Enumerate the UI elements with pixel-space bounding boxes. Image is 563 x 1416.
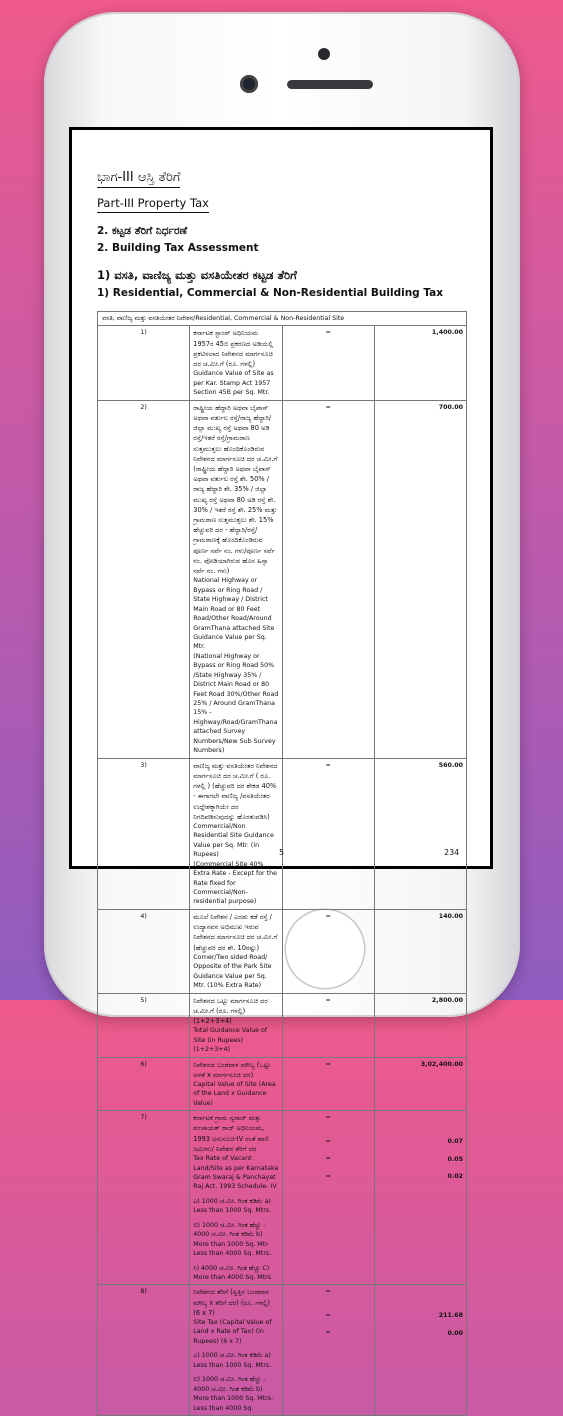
row-number: 7)	[98, 1111, 190, 1285]
row-description	[190, 758, 285, 909]
sub-item-equals: =	[325, 1137, 331, 1145]
sub-item-value: 0.02	[447, 1173, 463, 1181]
row-text-english: National Highway or Bypass or Ring Road / State Highway / District Main Road or 80 Feet Road/Other Road/Around GramThana attached Site Guidance Value per Sq. Mtr.	[193, 577, 275, 651]
sub-item-value: 0.00	[447, 1329, 463, 1337]
row-description	[190, 1285, 282, 1416]
earpiece-speaker	[287, 80, 373, 89]
row-text-english: Corner/Two sided Road/ Opposite of the Park Site Guidance Value per Sq. Mtr. (10% Extra Rate)	[193, 953, 272, 990]
part-title-kannada: ಭಾಗ-III ಆಸ್ತಿ ತೆರಿಗೆ	[97, 170, 180, 188]
row-text-kannada: ನಿವೇಶನದ ಬಂಡವಾಳ ಮೌಲ್ಯ (ಒಟ್ಟು ಅಳತೆ x ಮಾರ್ಗಸೂಚಿ ದರ)	[193, 1060, 271, 1079]
sub-item-equals: =	[325, 1172, 331, 1180]
tax-table	[97, 311, 467, 1416]
proximity-sensor	[318, 48, 330, 60]
row-number: 2)	[98, 400, 190, 758]
sub-item-value: 211.68	[438, 1312, 463, 1320]
part-title-english: Part-III Property Tax	[97, 196, 209, 213]
row-description	[190, 1057, 282, 1111]
table-header: ವಸತಿ, ವಾಣಿಜ್ಯ ಮತ್ತು ವಸತಿಯೇತರ ನಿವೇಶನ/Residential, Commercial & Non-Residential Site	[98, 312, 467, 326]
row-equals-sign: =	[325, 1288, 331, 1296]
sub-item-value: 0.07	[447, 1138, 463, 1146]
row-text-english: Tax Rate of Vacant Land/Site as per Karnataka Gram Swaraj & Panchayat Raj Act, 1993 Schedule- IV	[193, 1155, 279, 1191]
row-equals: =	[282, 993, 374, 1057]
table-header-row	[98, 312, 467, 326]
row-text-english: Commercial/Non Residential Site Guidance Value per Sq. Mtr. (in Rupees)	[193, 822, 274, 859]
table-row	[98, 326, 467, 400]
row-description	[190, 400, 282, 758]
sub-item-value: 0.05	[447, 1155, 463, 1163]
row-text-kannada: ವಾಣಿಜ್ಯ ಮತ್ತು ವಸತಿಯೇತರ ನಿವೇಶನದ ಮಾರ್ಗಸೂಚಿ ದರ ಚ.ಮೀ.ಗೆ ( ರೂ. ಗಳಲ್ಲಿ ) (ಹೆಚ್ಚುವರಿ ದರ ಶೇಕಡ 40% - ಈಗಾಗಲೇ ವಾಣಿಜ್ಯ /ವಸತಿಯೇತರ ಉದ್ದೇಶಕ್ಕಾಗಿಯೇ ದರ ನಿಗದಿಪಡಿಸುವುದನ್ನು ಹೊರತುಪಡಿಸಿ)	[193, 761, 278, 821]
row-equals	[282, 1111, 374, 1285]
row-text-kannada: ಮೂಲೆ ನಿವೇಶನ / ಎರಡು ಕಡೆ ರಸ್ತೆ / ಉದ್ಯಾನವನ ಅಭಿಮುಖ ಇರುವ ನಿವೇಶನದ ಮಾರ್ಗಸೂಚಿ ದರ ಚ.ಮೀ.ಗೆ (ಹೆಚ್ಚುವರಿ ದರ ಶೇ. 10ರಷ್ಟು)	[193, 912, 278, 952]
row-number: 6)	[98, 1057, 190, 1111]
sub-item-equals: =	[325, 1155, 331, 1163]
section-heading-kannada: 2. ಕಟ್ಟಡ ತೆರಿಗೆ ನಿರ್ಧರಣೆ	[97, 225, 188, 237]
page-number: 5	[279, 848, 285, 857]
sub-item-text: ಬಿ) 1000 ಚ.ಮೀ. ಗಿಂತ ಹೆಚ್ಚು - 4000 ಚ.ಮೀ. ಗಿಂತ ಕಡಿಮೆ b) More than 1000 Sq. Mtr-Less than 4000 Sq. Mtrs.	[193, 1221, 272, 1258]
row-text-english: Guidance Value of Site as per Kar. Stamp Act 1957 Section 45B per Sq. Mtr.	[193, 370, 274, 397]
row-text-kannada: ನಿವೇಶನದ ಒಟ್ಟು ಮಾರ್ಗಸೂಚಿ ದರ ಚ.ಮೀ.ಗೆ (ರೂ. ಗಳಲ್ಲಿ) (1+2+3+4)	[193, 996, 268, 1025]
row-value	[374, 1111, 466, 1285]
row-text-kannada: ಕರ್ನಾಟಕ ಗ್ರಾಮ ಸ್ವರಾಜ್ ಮತ್ತು ಪಂಚಾಯತ್ ರಾಜ್ ಅಧಿನಿಯಮ, 1993 ಅನುಸೂಚಿ-IV ರಂತೆ ಖಾಲಿ ಜಮೀನು/ ನಿವೇಶನ ತೆರಿಗೆ ದರ	[193, 1114, 269, 1153]
row-value: 3,02,400.00	[374, 1057, 466, 1111]
table-row	[98, 993, 467, 1057]
sub-item-text: ಎ) 1000 ಚ.ಮೀ. ಗಿಂತ ಕಡಿಮೆ a) Less than 1000 Sq. Mtrs.	[193, 1197, 272, 1215]
section-heading-english: 2. Building Tax Assessment	[97, 242, 259, 254]
row-number: 1)	[98, 326, 190, 400]
front-camera-icon	[240, 75, 258, 93]
row-equals-sign: =	[325, 1114, 331, 1122]
row-text-english-note: (National Highway or Bypass or Ring Road 50% /State Highway 35% / District Main Road or 80 Feet Road 30%/Other Road 25% / Around GramThana 15% - Highway/Road/GramThana attached Survey Numbers/New Sub Survey Numbers)	[193, 652, 279, 755]
row-text-english: Site Tax (Capital Value of Land x Rate of Tax) (in Rupees) (6 x 7)	[193, 1319, 272, 1345]
row-description	[190, 993, 282, 1057]
row-number: 8)	[98, 1285, 190, 1416]
row-number: 3)	[98, 758, 190, 909]
row-equals: =	[282, 400, 374, 758]
table-row	[98, 1285, 467, 1416]
sub-item-text: ಸಿ) 4000 ಚ.ಮೀ. ಗಿಂತ ಹೆಚ್ಚು C) More than 4000 Sq. Mtrs.	[193, 1264, 273, 1281]
table-row	[98, 1111, 467, 1285]
row-equals: =	[282, 909, 374, 993]
sub-item-equals: =	[325, 1311, 331, 1319]
row-equals: =	[282, 1057, 374, 1111]
table-row	[98, 758, 467, 909]
subsection-heading-kannada: 1) ವಸತಿ, ವಾಣಿಜ್ಯ ಮತ್ತು ವಸತಿಯೇತರ ಕಟ್ಟಡ ತೆರಿಗೆ	[97, 268, 297, 282]
row-text-english: Total Guidance Value of Site (in Rupees) (1+2+3+4)	[193, 1027, 268, 1054]
row-number: 5)	[98, 993, 190, 1057]
row-value: 2,800.00	[374, 993, 466, 1057]
row-description	[190, 909, 282, 993]
row-text-kannada: ರಾಷ್ಟ್ರೀಯ ಹೆದ್ದಾರಿ ಅಥವಾ ಬೈಪಾಸ್ ಅಥವಾ ವರ್ತುಲ ರಸ್ತೆ/ರಾಜ್ಯ ಹೆದ್ದಾರಿ/ಜಿಲ್ಲಾ ಮುಖ್ಯ ರಸ್ತೆ ಅಥವಾ 80 ಅಡಿ ರಸ್ತೆ/ಇತರೆ ರಸ್ತೆ/ಗ್ರಾಮಠಾಣ ಸುತ್ತಮುತ್ತಲು ಹೊಂದಿಕೊಂಡಿರುವ ನಿವೇಶನದ ಮಾರ್ಗಸೂಚಿ ದರ ಚ.ಮೀ.ಗೆ (ರಾಷ್ಟ್ರೀಯ ಹೆದ್ದಾರಿ ಅಥವಾ ಬೈಪಾಸ್ ಅಥವಾ ವರ್ತುಲ ರಸ್ತೆ ಶೇ. 50% / ರಾಜ್ಯ ಹೆದ್ದಾರಿ ಶೇ. 35% / ಜಿಲ್ಲಾ ಮುಖ್ಯ ರಸ್ತೆ ಅಥವಾ 80 ಅಡಿ ರಸ್ತೆ ಶೇ. 30% / ಇತರೆ ರಸ್ತೆ ಶೇ. 25% ಮತ್ತು ಗ್ರಾಮಠಾಣ ಸುತ್ತಮುತ್ತಲು ಶೇ. 15% ಹೆಚ್ಚುವರಿ ದರ - ಹೆದ್ದಾರಿ/ರಸ್ತೆ/ಗ್ರಾಮಠಾಣಕ್ಕೆ ಹೊಂದಿಕೊಂಡಿರುವ ಪೂರ್ಣ ಸರ್ವೆ ನಂ. ಗಳು/ಪೂರ್ಣ ಸರ್ವೆ ನಂ. ಪೋಡಿಯಾಗಿರುವ ಹೊಸ ಹಿಸ್ಸಾ ಸರ್ವೆ ನಂ. ಗಳು)	[193, 403, 278, 576]
row-value	[374, 1285, 466, 1416]
table-row	[98, 400, 467, 758]
table-row	[98, 1057, 467, 1111]
document-page[interactable]	[72, 130, 490, 1412]
row-value: 1,400.00	[374, 326, 466, 400]
row-value: 700.00	[374, 400, 466, 758]
row-value: 560.00	[374, 758, 466, 909]
sub-item-equals: =	[325, 1329, 331, 1337]
sub-item-text: ಬಿ) 1000 ಚ.ಮೀ. ಗಿಂತ ಹೆಚ್ಚು - 4000 ಚ.ಮೀ. ಗಿಂತ ಕಡಿಮೆ b) More than 1000 Sq. Mtrs-Less than 4000 Sq.	[193, 1376, 274, 1412]
row-text-kannada: ನಿವೇಶನದ ತೆರಿಗೆ (ಸ್ವತ್ತಿನ ಬಂಡವಾಳ ಮೌಲ್ಯ x ತೆರಿಗೆ ದರ) (ರೂ. ಗಳಲ್ಲಿ) (6 x 7)	[193, 1288, 270, 1317]
row-text-english: Capital Value of Site (Area of the Land x Guidance Value)	[193, 1080, 276, 1107]
row-number: 4)	[98, 909, 190, 993]
row-equals	[282, 1285, 374, 1416]
row-description	[190, 1111, 282, 1285]
page-number-right: 234	[444, 848, 460, 857]
row-equals: =	[282, 326, 374, 400]
sub-item-text: ಎ) 1000 ಚ.ಮೀ. ಗಿಂತ ಕಡಿಮೆ a) Less than 1000 Sq. Mtrs.	[193, 1352, 272, 1369]
row-text-english-note: (Commercial Site 40% Extra Rate - Except for the Rate fixed for Commercial/Non-residential purpose)	[193, 860, 277, 906]
subsection-heading-english: 1) Residential, Commercial & Non-Residential Building Tax	[97, 287, 444, 299]
row-text-kannada: ಕರ್ನಾಟಕ ಸ್ಟಾಂಪ್ ಅಧಿನಿಯಮ 1957ರ 45ಬಿ ಪ್ರಕರಣದ ಅಡಿಯಲ್ಲಿ ಪ್ರಕಟಿಸಲಾದ ನಿವೇಶನದ ಮಾರ್ಗಸೂಚಿ ದರ ಚ.ಮೀ.ಗೆ (ರೂ. ಗಳಲ್ಲಿ)	[193, 329, 274, 369]
row-value: 140.00	[374, 909, 466, 993]
phone-screen	[69, 127, 493, 1412]
row-description	[190, 326, 282, 400]
table-row	[98, 909, 467, 993]
row-equals: =	[282, 758, 374, 909]
